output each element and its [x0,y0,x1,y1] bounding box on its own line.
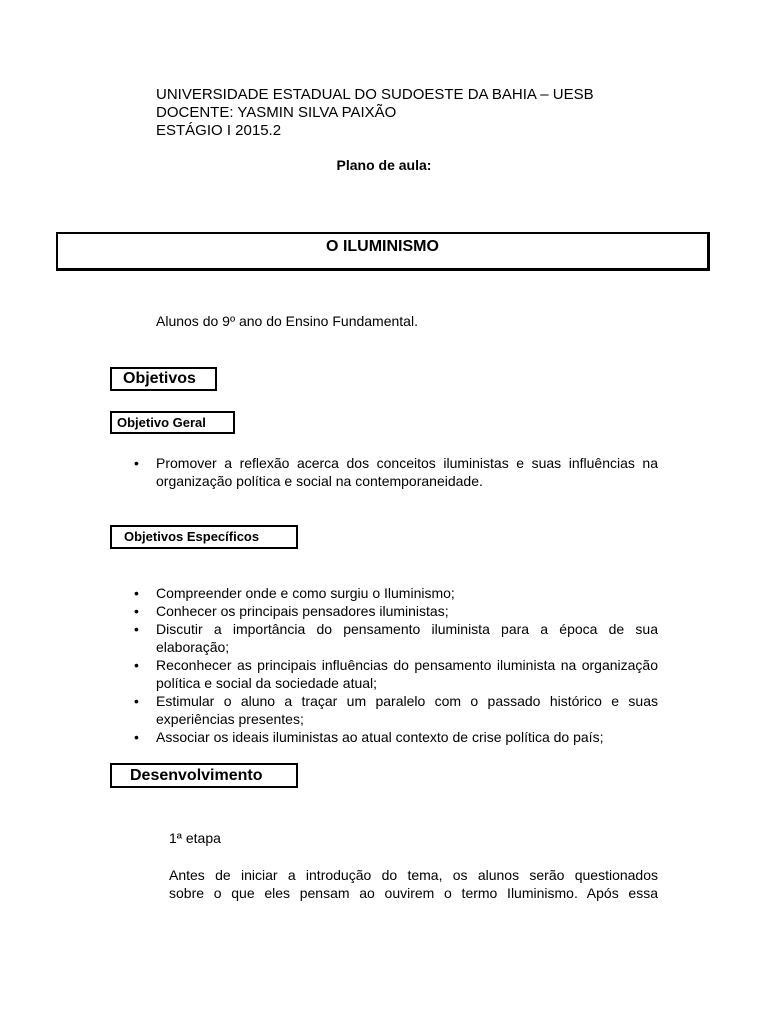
list-item: • Reconhecer as principais influências do pensamento iluminista na organização política e social da sociedade atual; [131,656,658,692]
list-item: • Estimular o aluno a traçar um paralelo com o passado histórico e suas experiências presentes; [131,692,658,728]
lesson-plan-label: Plano de aula: [336,157,432,173]
internship-label: ESTÁGIO I 2015.2 [156,122,282,139]
title-box [56,232,710,271]
general-objective-heading: Objetivo Geral [110,411,235,434]
teacher-name: DOCENTE: YASMIN SILVA PAIXÃO [156,104,397,121]
list-item: • Promover a reflexão acerca dos conceitos iluministas e suas influências na organização política e social na contemporaneidade. [131,454,658,490]
list-item: • Discutir a importância do pensamento iluminista para a época de sua elaboração; [131,620,658,656]
development-text-line-1: Antes de iniciar a introdução do tema, os alunos serão questionados [169,867,658,883]
university-name: UNIVERSIDADE ESTADUAL DO SUDOESTE DA BAHIA – UESB [156,86,594,103]
development-text-line-2: sobre o que eles pensam ao ouvirem o termo Iluminismo. Após essa [169,885,658,901]
list-item: • Conhecer os principais pensadores iluministas; [131,602,658,620]
list-item: • Compreender onde e como surgiu o Iluminismo; [131,584,658,602]
audience-text: Alunos do 9º ano do Ensino Fundamental. [156,313,418,329]
specific-objectives-list [131,584,658,746]
general-objective-list [131,454,658,490]
step-label: 1ª etapa [169,830,221,846]
page-title: O ILUMINISMO [326,238,439,255]
specific-objectives-heading: Objetivos Específicos [110,525,298,549]
development-heading: Desenvolvimento [110,763,298,788]
objectives-heading: Objetivos [110,367,217,391]
list-item: • Associar os ideais iluministas ao atual contexto de crise política do país; [131,728,658,746]
